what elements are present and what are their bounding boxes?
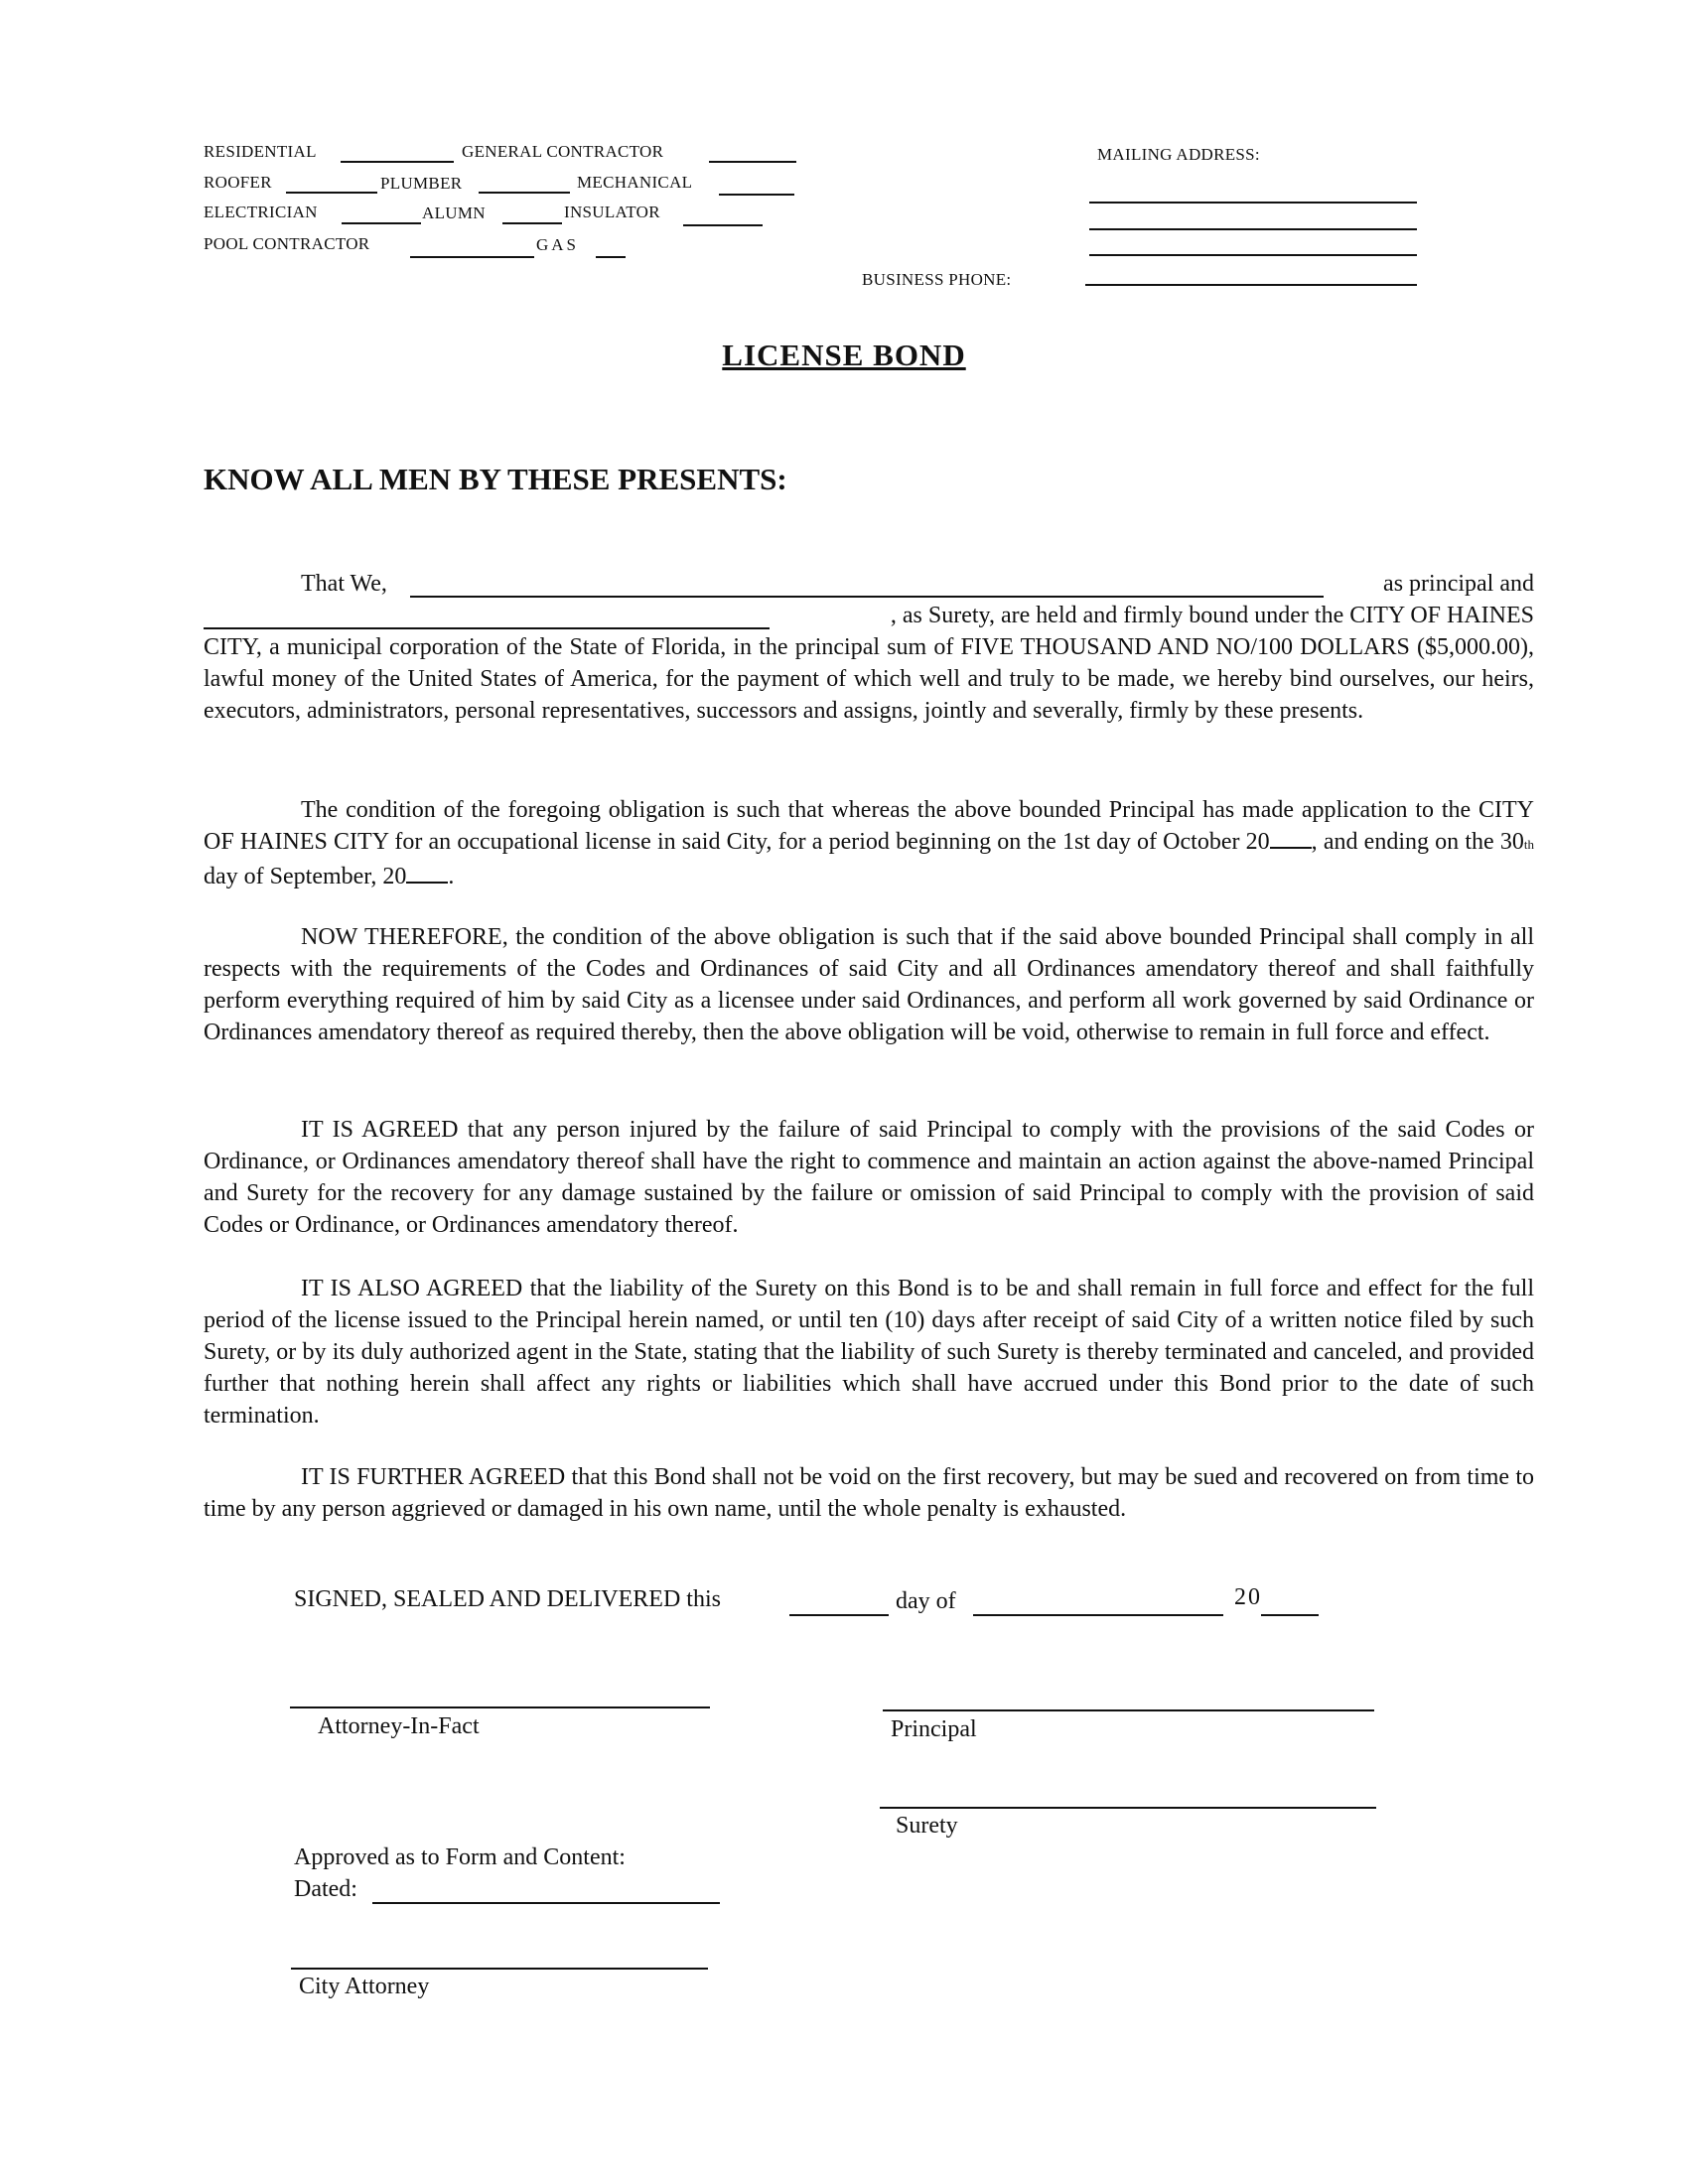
blank-insulator[interactable] (683, 224, 763, 226)
label-alumn: ALUMN (422, 204, 486, 222)
signed-day-blank[interactable] (789, 1614, 889, 1616)
label-mechanical: MECHANICAL (577, 173, 693, 192)
paragraph-now-therefore (204, 921, 1534, 1048)
paragraph-further-agreed-text: IT IS FURTHER AGREED that this Bond shall not be void on the first recovery, but may be sued and recovered on from time to time by any person aggrieved or damaged in his own name, until the whole penalty is exhausted. (204, 1464, 1534, 1522)
signed-year-blank[interactable] (1261, 1614, 1319, 1616)
label-business-phone: BUSINESS PHONE: (862, 270, 1012, 289)
surety-label: Surety (896, 1813, 958, 1839)
condition-part-3: day of September, 20 (204, 864, 407, 889)
signed-sealed-label: SIGNED, SEALED AND DELIVERED this (294, 1586, 721, 1612)
label-plumber: PLUMBER (380, 174, 463, 193)
dated-line[interactable] (372, 1902, 720, 1904)
paragraph-it-is-agreed-text: IT IS AGREED that any person injured by the failure of said Principal to comply with the provisions of the said Codes or Ordinance, or Ordinances amendatory thereof shall have the right to commence and maintain an action against the above-named Principal and Surety for the recovery for any damage sustained by the failure or omission of said Principal to comply with the provision of said Codes or Ordinance, or Ordinances amendatory thereof. (204, 1117, 1534, 1238)
surety-signature-line[interactable] (880, 1807, 1376, 1809)
paragraph-parties-rest: CITY, a municipal corporation of the State of Florida, in the principal sum of FIVE THOUSAND AND NO/100 DOLLARS ($5,000.00), lawful money of the United States of America, for the payment of which well and truly to be made, we hereby bind ourselves, our heirs, executors, administrators, personal representatives, successors and assigns, jointly and severally, firmly by these presents. (204, 634, 1534, 724)
blank-general-contractor[interactable] (709, 161, 796, 163)
blank-alumn[interactable] (502, 222, 562, 224)
as-surety-label: , as Surety, are held and firmly bound under the CITY OF HAINES (890, 603, 1534, 628)
day-of-label: day of (896, 1588, 956, 1614)
paragraph-condition-text (204, 794, 1534, 892)
th-suffix: th (1523, 837, 1534, 852)
city-attorney-label: City Attorney (299, 1974, 430, 1999)
paragraph-condition (204, 794, 1534, 892)
label-mailing-address: MAILING ADDRESS: (1097, 145, 1260, 164)
label-residential: RESIDENTIAL (204, 142, 317, 161)
mailing-address-line-3[interactable] (1089, 254, 1417, 256)
condition-part-2: , and ending on the 30 (1311, 829, 1524, 855)
label-electrician: ELECTRICIAN (204, 203, 318, 221)
blank-roofer[interactable] (286, 192, 377, 194)
mailing-address-line-1[interactable] (1089, 202, 1417, 204)
paragraph-now-therefore-text: NOW THEREFORE, the condition of the above obligation is such that if the said above bounded Principal shall comply in all respects with the requirements of the Codes and Ordinances of said City and all Ordinances amendatory thereof and shall faithfully perform everything required of him by said City as a licensee under said Ordinances, and perform all work governed by said Ordinance or Ordinances amendatory thereof as required thereby, then the above obligation will be void, otherwise to remain in full force and effect. (204, 924, 1534, 1045)
paragraph-parties (204, 568, 1534, 727)
end-year-blank[interactable] (406, 864, 448, 884)
paragraph-also-agreed (204, 1273, 1534, 1432)
surety-name-line[interactable] (204, 627, 770, 629)
principal-signature-line[interactable] (883, 1709, 1374, 1711)
blank-plumber[interactable] (479, 192, 570, 194)
that-we-label: That We, (301, 571, 387, 597)
principal-name-line[interactable] (410, 596, 1324, 598)
label-gas: GAS (536, 235, 580, 254)
dated-label: Dated: (294, 1876, 357, 1902)
principal-label: Principal (891, 1716, 977, 1742)
condition-part-4: . (448, 864, 455, 889)
approved-label: Approved as to Form and Content: (294, 1844, 626, 1870)
title-container (0, 338, 1688, 373)
condition-part-1: The condition of the foregoing obligation is such that whereas the above bounded Principal has made application to the CITY OF HAINES CITY for an occupational license in said City, for a period beginning on the 1st day of October 20 (204, 797, 1534, 855)
start-year-blank[interactable] (1270, 829, 1312, 849)
label-insulator: INSULATOR (564, 203, 660, 221)
know-all-heading: KNOW ALL MEN BY THESE PRESENTS: (204, 462, 787, 496)
blank-gas[interactable] (596, 256, 626, 258)
city-attorney-signature-line[interactable] (291, 1968, 708, 1970)
blank-pool-contractor[interactable] (410, 256, 534, 258)
label-roofer: ROOFER (204, 173, 272, 192)
attorney-in-fact-label: Attorney-In-Fact (318, 1713, 480, 1739)
paragraph-also-agreed-text: IT IS ALSO AGREED that the liability of the Surety on this Bond is to be and shall remain in full force and effect for the full period of the license issued to the Principal herein named, or until ten (10) days after receipt of said City of a written notice filed by such Surety, or by its duly authorized agent in the State, stating that the liability of such Surety is thereby terminated and canceled, and provided further that nothing herein shall affect any rights or liabilities which shall have accrued under this Bond prior to the date of such termination. (204, 1276, 1534, 1429)
year-prefix-label: 20 (1234, 1584, 1262, 1610)
paragraph-further-agreed (204, 1461, 1534, 1525)
as-principal-label: as principal and (1383, 571, 1534, 597)
blank-mechanical[interactable] (719, 194, 794, 196)
document-title: LICENSE BOND (722, 338, 966, 372)
blank-residential[interactable] (341, 161, 454, 163)
label-general-contractor: GENERAL CONTRACTOR (462, 142, 664, 161)
mailing-address-line-2[interactable] (1089, 228, 1417, 230)
signed-month-blank[interactable] (973, 1614, 1223, 1616)
paragraph-it-is-agreed (204, 1114, 1534, 1241)
attorney-in-fact-signature-line[interactable] (290, 1706, 710, 1708)
label-pool-contractor: POOL CONTRACTOR (204, 234, 370, 253)
business-phone-line[interactable] (1085, 284, 1417, 286)
blank-electrician[interactable] (342, 222, 421, 224)
